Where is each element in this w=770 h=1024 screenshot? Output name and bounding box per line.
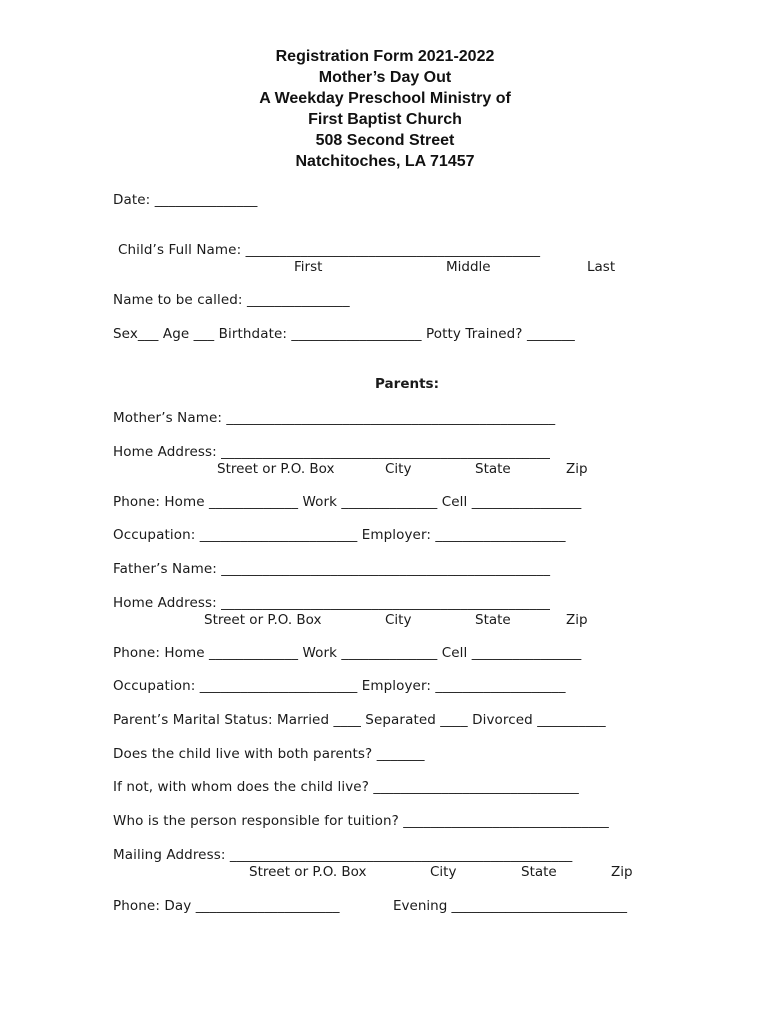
mother-address-street-label: Street or P.O. Box <box>217 461 335 477</box>
mother-name-field[interactable]: Mother’s Name: ________________________________________________ <box>113 410 556 426</box>
lives-with-field[interactable]: If not, with whom does the child live? ______________________________ <box>113 779 579 795</box>
church-name: First Baptist Church <box>308 111 462 128</box>
date-field[interactable]: Date: _______________ <box>113 192 258 208</box>
child-name-first-label: First <box>294 259 323 275</box>
parents-heading: Parents: <box>375 376 439 392</box>
mother-phone-field[interactable]: Phone: Home _____________ Work ______________ Cell ________________ <box>113 494 582 510</box>
phone-day-field[interactable]: Phone: Day _____________________ <box>113 898 340 914</box>
mother-occupation-field[interactable]: Occupation: _______________________ Employer: ___________________ <box>113 527 566 543</box>
child-name-middle-label: Middle <box>446 259 491 275</box>
tuition-responsible-field[interactable]: Who is the person responsible for tuition? ______________________________ <box>113 813 609 829</box>
mailing-address-field[interactable]: Mailing Address: __________________________________________________ <box>113 847 573 863</box>
father-address-field[interactable]: Home Address: ________________________________________________ <box>113 595 550 611</box>
form-header <box>0 46 770 172</box>
child-name-last-label: Last <box>587 259 616 275</box>
mailing-address-city-label: City <box>430 864 457 880</box>
child-name-field[interactable]: Child’s Full Name: ___________________________________________ <box>118 242 541 258</box>
church-city: Natchitoches, LA 71457 <box>295 153 475 170</box>
form-title: Registration Form 2021-2022 <box>275 48 495 65</box>
mailing-address-street-label: Street or P.O. Box <box>249 864 367 880</box>
ministry-line: A Weekday Preschool Ministry of <box>259 90 511 107</box>
phone-evening-field[interactable]: Evening __________________________ <box>393 898 628 914</box>
name-called-field[interactable]: Name to be called: _______________ <box>113 292 350 308</box>
father-address-street-label: Street or P.O. Box <box>204 612 322 628</box>
mother-address-field[interactable]: Home Address: ________________________________________________ <box>113 444 550 460</box>
mailing-address-state-label: State <box>521 864 557 880</box>
father-occupation-field[interactable]: Occupation: _______________________ Employer: ___________________ <box>113 678 566 694</box>
marital-status-field[interactable]: Parent’s Marital Status: Married ____ Separated ____ Divorced __________ <box>113 712 606 728</box>
both-parents-field[interactable]: Does the child live with both parents? _______ <box>113 746 425 762</box>
father-address-city-label: City <box>385 612 412 628</box>
mailing-address-zip-label: Zip <box>611 864 633 880</box>
father-address-state-label: State <box>475 612 511 628</box>
father-name-field[interactable]: Father’s Name: ________________________________________________ <box>113 561 551 577</box>
mother-address-city-label: City <box>385 461 412 477</box>
church-street: 508 Second Street <box>315 132 455 149</box>
program-name: Mother’s Day Out <box>318 69 452 86</box>
mother-address-zip-label: Zip <box>566 461 588 477</box>
mother-address-state-label: State <box>475 461 511 477</box>
father-phone-field[interactable]: Phone: Home _____________ Work ______________ Cell ________________ <box>113 645 582 661</box>
sex-age-birthdate-field[interactable]: Sex___ Age ___ Birthdate: ___________________ Potty Trained? _______ <box>113 326 575 342</box>
father-address-zip-label: Zip <box>566 612 588 628</box>
